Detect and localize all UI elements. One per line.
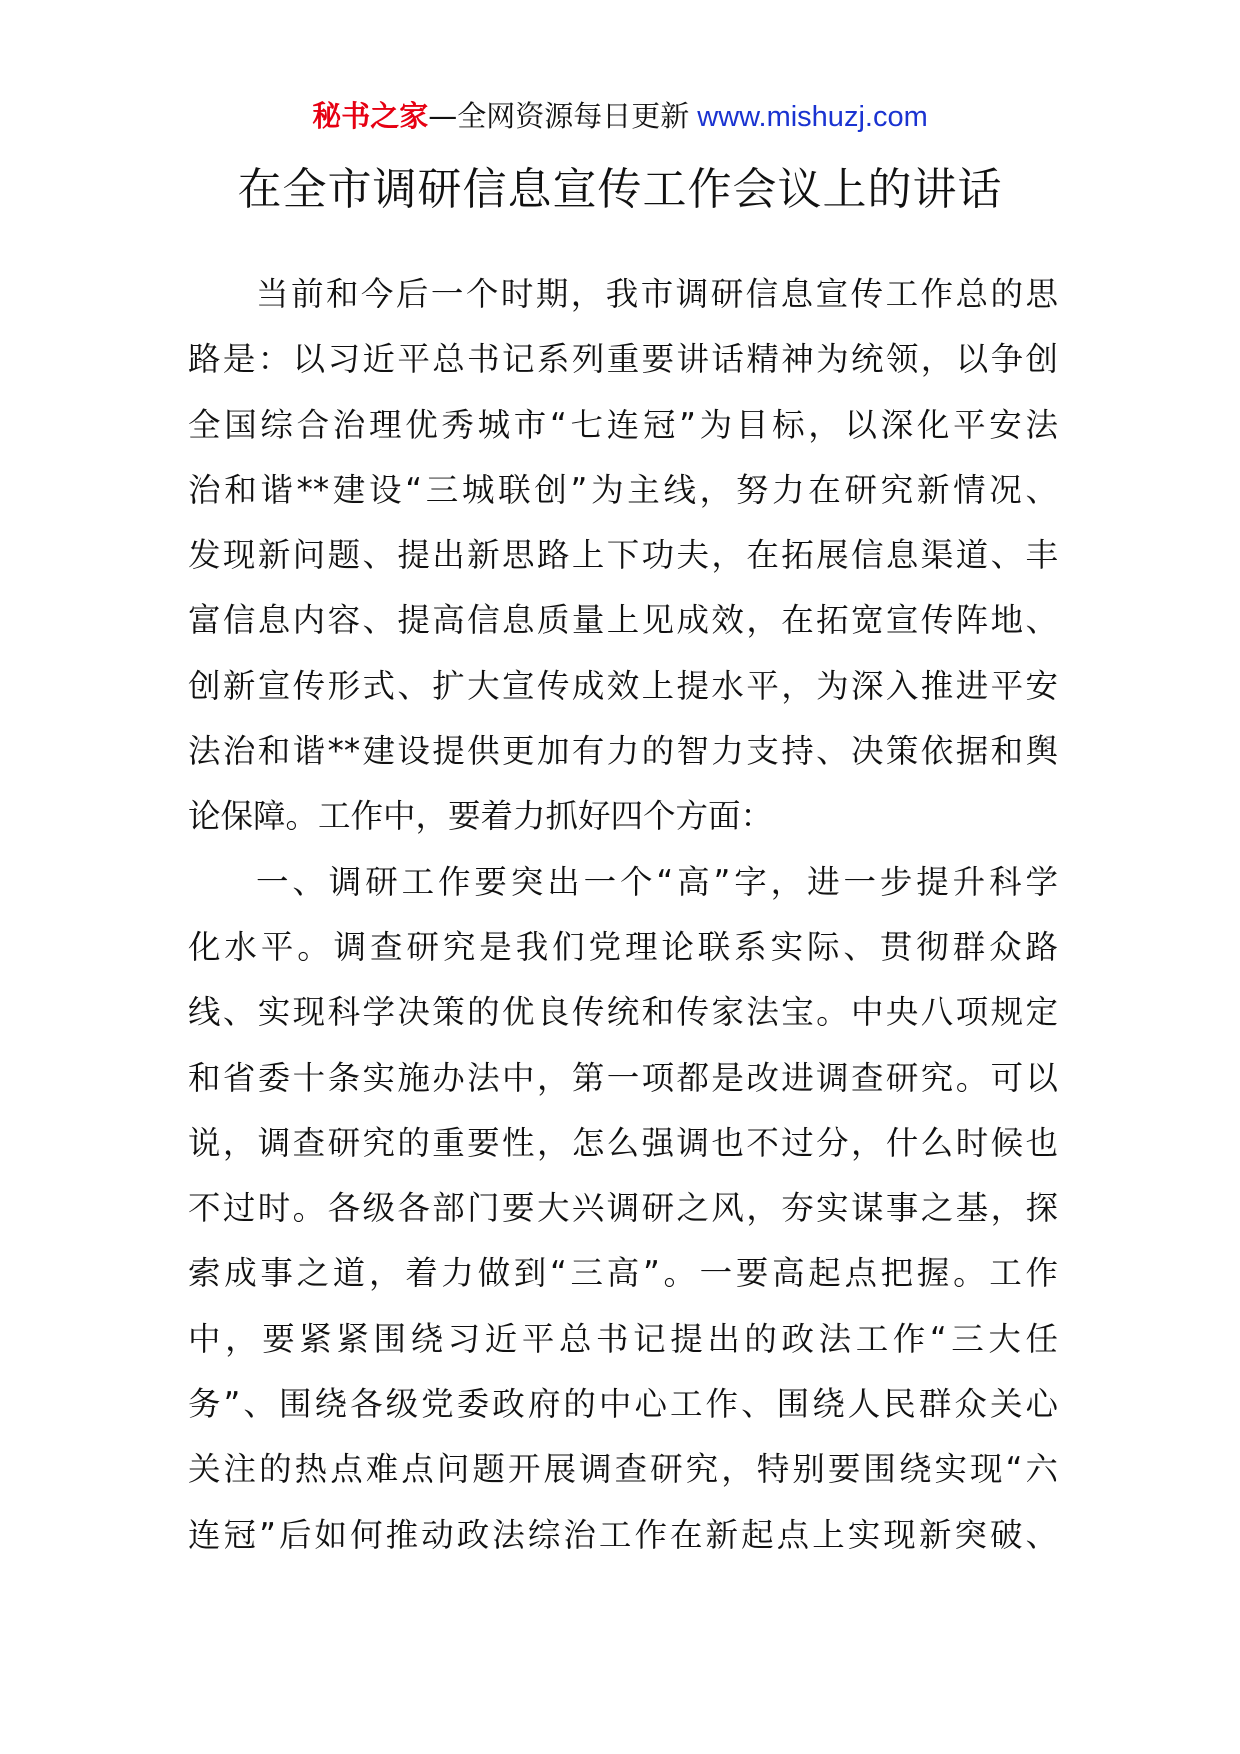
body-line: 连冠”后如何推动政法综治工作在新起点上实现新突破、 — [188, 1515, 1058, 1554]
body-line: 富信息内容、提高信息质量上见成效，在拓宽宣传阵地、 — [188, 601, 1058, 640]
section-heading-line: 一、调研工作要突出一个“高”字，进一步提升科学 — [256, 862, 1058, 901]
body-line: 创新宣传形式、扩大宣传成效上提水平，为深入推进平安 — [188, 666, 1058, 705]
body-line: 线、实现科学决策的优良传统和传家法宝。中央八项规定 — [188, 993, 1058, 1032]
body-line: 发现新问题、提出新思路上下功夫，在拓展信息渠道、丰 — [188, 536, 1058, 575]
body-line: 说，调查研究的重要性，怎么强调也不过分，什么时候也 — [188, 1123, 1058, 1162]
body-line: 论保障。工作中，要着力抓好四个方面： — [188, 797, 774, 836]
site-url-link[interactable]: www.mishuzj.com — [697, 101, 928, 133]
site-header — [0, 96, 1240, 137]
document-body — [188, 262, 1058, 1568]
body-line: 路是：以习近平总书记系列重要讲话精神为统领，以争创 — [188, 340, 1058, 379]
body-line: 法治和谐**建设提供更加有力的智力支持、决策依据和舆 — [188, 732, 1058, 771]
body-line: 全国综合治理优秀城市“七连冠”为目标，以深化平安法 — [188, 405, 1058, 444]
body-line: 中，要紧紧围绕习近平总书记提出的政法工作“三大任 — [188, 1319, 1058, 1358]
document-title: 在全市调研信息宣传工作会议上的讲话 — [237, 164, 1003, 215]
body-line: 索成事之道，着力做到“三高”。一要高起点把握。工作 — [188, 1254, 1058, 1293]
body-line: 治和谐**建设“三城联创”为主线，努力在研究新情况、 — [188, 470, 1058, 509]
body-line: 当前和今后一个时期，我市调研信息宣传工作总的思 — [256, 275, 1058, 313]
body-line: 和省委十条实施办法中，第一项都是改进调查研究。可以 — [188, 1058, 1058, 1097]
brand-name: 秘书之家 — [312, 99, 429, 133]
body-line: 不过时。各级各部门要大兴调研之风，夯实谋事之基，探 — [188, 1189, 1058, 1228]
body-line: 务”、围绕各级党委政府的中心工作、围绕人民群众关心 — [188, 1385, 1058, 1424]
body-line: 关注的热点难点问题开展调查研究，特别要围绕实现“六 — [188, 1450, 1058, 1489]
body-line: 化水平。调查研究是我们党理论联系实际、贯彻群众路 — [188, 927, 1058, 966]
site-tagline: —全网资源每日更新 — [428, 99, 690, 133]
